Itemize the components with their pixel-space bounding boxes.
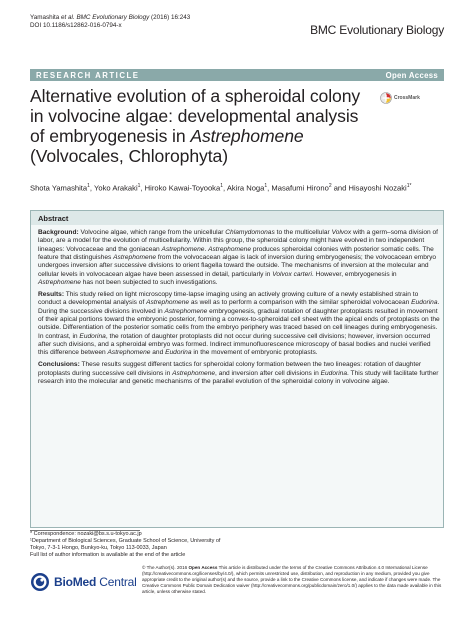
title-line-2: in volvocine algae: developmental analysis xyxy=(30,106,359,126)
article-type-banner xyxy=(30,69,444,81)
publisher-name-2: Central xyxy=(96,575,137,589)
author-affiliation-marker: 1 xyxy=(137,183,141,189)
biomed-central-logo[interactable] xyxy=(30,572,137,592)
author-name: Hiroko Kawai-Toyooka xyxy=(144,183,221,193)
biomed-central-logo-icon xyxy=(30,572,50,592)
author-name: Shota Yamashita xyxy=(30,183,88,193)
citation-journal: et al. BMC Evolutionary Biology xyxy=(61,14,150,21)
article-type-label: RESEARCH ARTICLE xyxy=(36,70,140,80)
full-author-info-note: Full list of author information is available at the end of the article xyxy=(30,552,186,558)
title-line-1: Alternative evolution of a spheroidal colony xyxy=(30,86,361,106)
abstract-results: Results: This study relied on light microscopy time-lapse imaging using an actively growing culture of a newly established strain to conduct a developmental analysis of Astrephomene as well as to perform a comparison with the similar spheroidal volvocacean Eudorina. During the successive divisions involved in Astrephomene embryogenesis, gradual rotation of daughter protoplasts resulted in movement of their apical portions toward the embryonic posterior, forming a convex-to-spheroidal cell sheet with the apical ends of protoplasts on the outside. Differentiation of the posterior somatic cells from the embryo periphery was traced based on cell lineages during embryogenesis. In contrast, in Eudorina, the rotation of daughter protoplasts did not occur during successive cell divisions; however, inversion occurred after such divisions, and a spheroidal embryo was formed. Indirect immunofluorescence microscopy of basal bodies and nuclei verified this difference between Astrephomene and Eudorina in the movement of embryonic protoplasts. xyxy=(38,291,440,357)
author-affiliation-marker: 1 xyxy=(264,183,268,189)
citation-authors: Yamashita xyxy=(30,14,62,21)
article-title xyxy=(30,86,400,166)
correspondence[interactable]: * Correspondence: nozaki@bs.s.u-tokyo.ac.jp xyxy=(30,531,142,537)
author-affiliation-marker: 1* xyxy=(406,183,412,189)
publisher-name: BioMed xyxy=(54,575,97,589)
citation-volume: (2016) 16:243 xyxy=(149,14,191,21)
author-affiliation-marker: 1 xyxy=(87,183,90,189)
crossmark-icon xyxy=(380,92,392,104)
crossmark-badge[interactable] xyxy=(380,92,420,104)
license-text: © The Author(s). 2016 Open Access This article is distributed under the terms of the Creative Commons Attribution 4.0 International License (http://creativecommons.org/licenses/by/4.0/), which permits unrestricted use, distribution, and reproduction in any medium, provided you give appropriate credit to the original author(s) and the source, provide a link to the Creative Commons license, and indicate if changes were made. The Creative Commons Public Domain Dedication waiver (http://creativecommons.org/publicdomain/zero/1.0/) applies to the data made available in this article, unless otherwise stated. xyxy=(142,565,442,594)
footnotes xyxy=(30,531,230,559)
journal-name: BMC Evolutionary Biology xyxy=(310,23,444,37)
author-list: Shota Yamashita$^1$, Yoko Arakaki$^1$, Hiroko Kawai-Toyooka$^1$, Akira Noga$^1$, Masafumi Hirono$^2$ and Hisayoshi Nozaki$^{1*}$ xyxy=(30,183,412,193)
author-affiliation-marker: 1 xyxy=(220,183,223,189)
author-name: Akira Noga xyxy=(226,183,265,193)
citation-header xyxy=(30,14,190,30)
author-name: Hisayoshi Nozaki xyxy=(348,183,407,193)
affiliation-line-2: Tokyo, 7-3-1 Hongo, Bunkyo-ku, Tokyo 113-0033, Japan xyxy=(30,545,167,551)
title-genus: Astrephomene xyxy=(190,126,304,146)
abstract-conclusions: Conclusions: These results suggest different tactics for spheroidal colony formation between the two lineages: rotation of daughter protoplasts during successive cell divisions in Astrephomene, and inversion after cell divisions in Eudorina. This study will facilitate further research into the molecular and genetic mechanisms of the parallel evolution of the spheroidal colony in volvocine algae. xyxy=(38,361,439,386)
author-affiliation-marker: 2 xyxy=(328,183,332,189)
title-line-3: of embryogenesis in Astrephomene xyxy=(30,126,304,146)
title-line-4: (Volvocales, Chlorophyta) xyxy=(30,146,228,166)
author-name: Masafumi Hirono xyxy=(271,183,329,193)
abstract-header xyxy=(30,210,444,225)
affiliation-line-1: ¹Department of Biological Sciences, Graduate School of Science, University of xyxy=(30,538,221,544)
abstract-background: Background: Volvocine algae, which range from the unicellular Chlamydomonas to the multicellular Volvox with a germ–soma division of labor, are a model for the evolution of multicellularity. Within this group, the spheroidal colony might have evolved in two independent lineages: Volvocaceae and the goniacean Astrephomene. Astrephomene produces spheroidal colonies with posterior somatic cells. The feature that distinguishes Astrephomene from the volvocacean algae is lack of inversion during embryogenesis; the volvocacean embryo undergoes inversion after successive divisions to orient flagella toward the outside. The mechanisms of inversion at the molecular and cellular levels in volvocacean algae have been assessed in detail, particularly in Volvox carteri. However, embryogenesis in Astrephomene has not been subjected to such investigations. xyxy=(38,229,438,287)
author-name: Yoko Arakaki xyxy=(94,183,138,193)
open-access-label: Open Access xyxy=(385,70,438,80)
abstract-text xyxy=(38,229,440,390)
crossmark-label: CrossMark xyxy=(394,95,420,101)
abstract-heading: Abstract xyxy=(38,214,69,223)
doi[interactable]: DOI 10.1186/s12862-016-0794-x xyxy=(30,22,122,29)
